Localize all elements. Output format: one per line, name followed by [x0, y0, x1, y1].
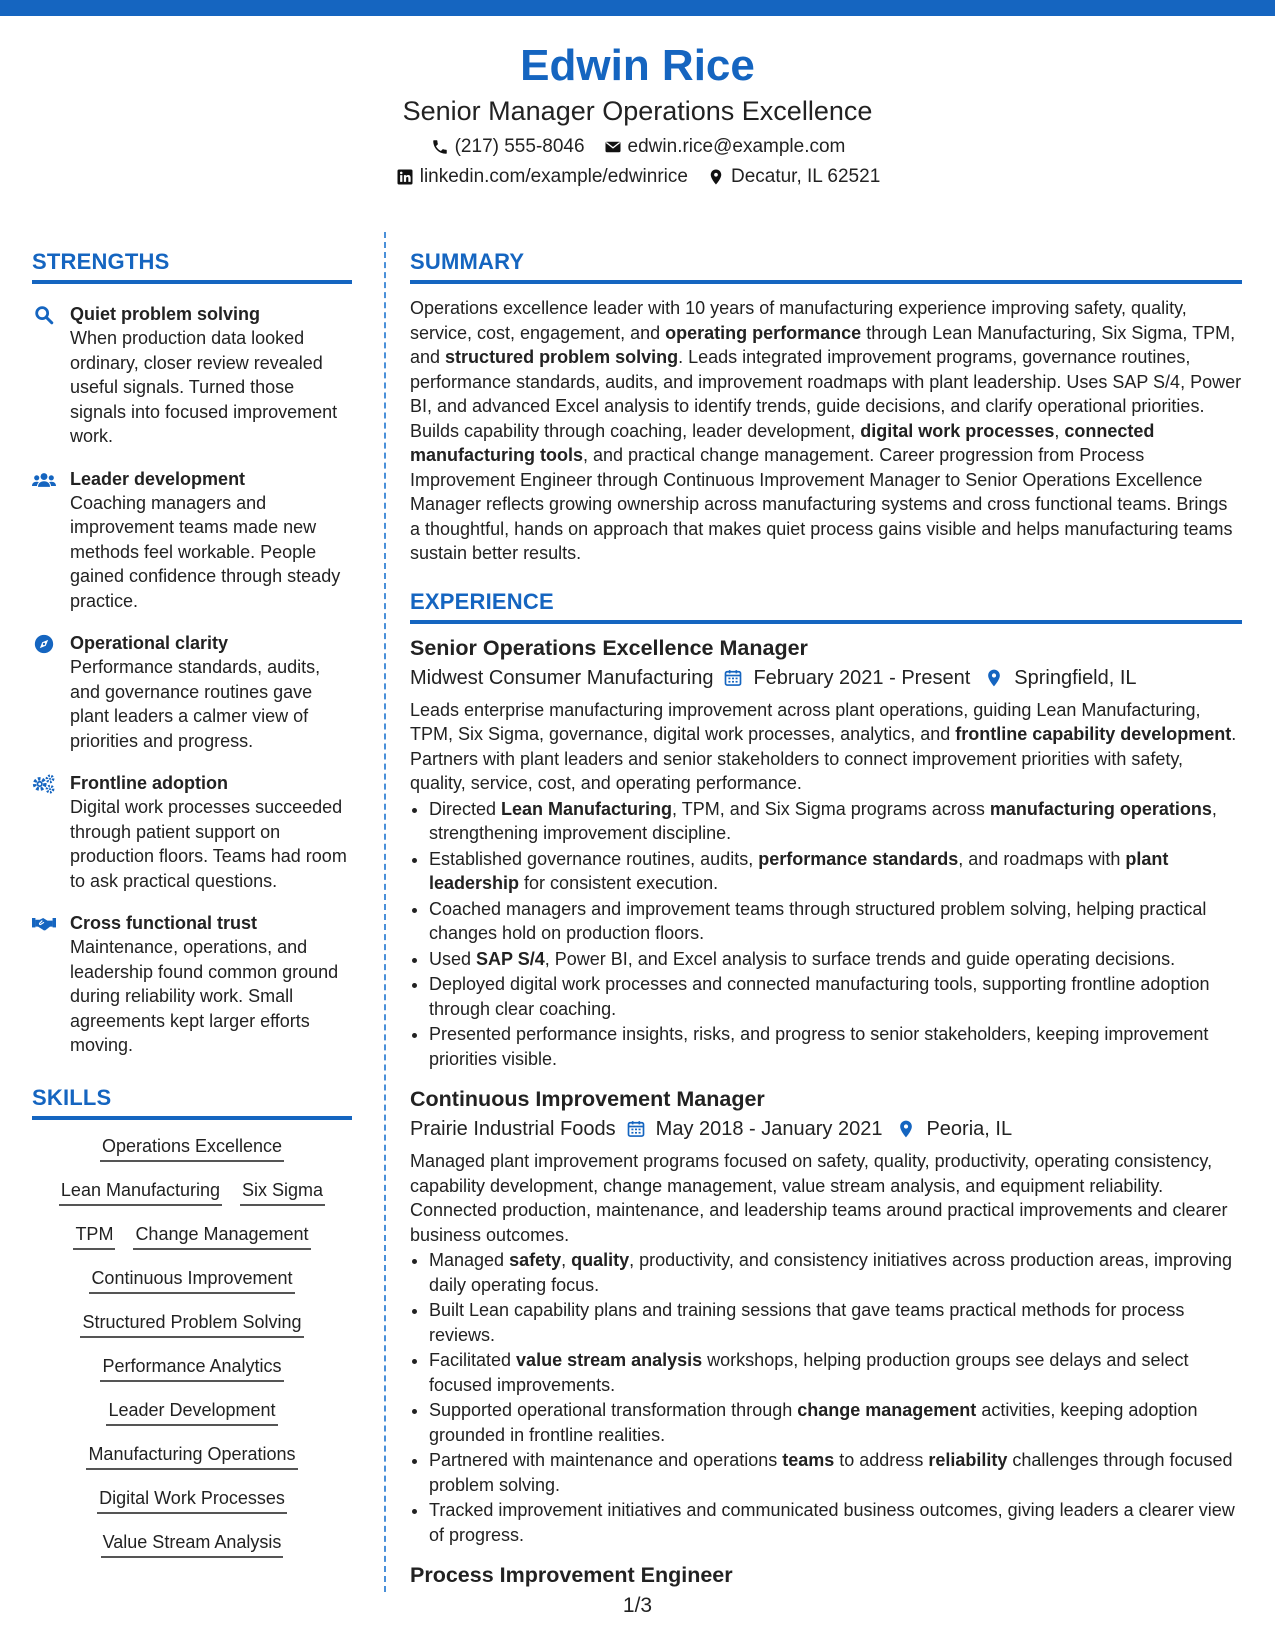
strength-title: Frontline adoption	[70, 773, 228, 793]
users-icon	[32, 467, 58, 614]
list-item: • Tracked improvement initiatives and communicated business outcomes, giving leaders a clearer view of progress.	[429, 1498, 1242, 1547]
job-title: Process Improvement Engineer	[410, 1563, 733, 1587]
column-divider	[384, 232, 386, 1592]
linkedin-icon	[395, 167, 415, 187]
map-pin-icon	[896, 1119, 916, 1139]
job-description: Managed plant improvement programs focused on safety, quality, productivity, operating consistency, capability development, change management, value stream analysis, and equipment reliability. Connected production, maintenance, and leadership teams around practical improvements and clearer business outcomes.	[410, 1151, 1228, 1245]
skill-tag: Manufacturing Operations	[86, 1440, 297, 1470]
compass-icon	[32, 631, 58, 753]
job-description: Leads enterprise manufacturing improvement across plant operations, guiding Lean Manufacturing, TPM, Six Sigma, governance, digital work processes, analytics, and frontline capability development. Partners with plant leaders and senior stakeholders to connect improvement priorities with safety, quality, service, cost, and operating performance.	[410, 699, 1237, 793]
skill-tag: Digital Work Processes	[97, 1484, 287, 1514]
top-accent-bar	[0, 0, 1275, 16]
skill-tag: Value Stream Analysis	[101, 1528, 284, 1558]
list-item: • Directed Lean Manufacturing, TPM, and Six Sigma programs across manufacturing operations, strengthening improvement discipline.	[429, 797, 1242, 846]
strength-text: When production data looked ordinary, closer review revealed useful signals. Turned those signals into focused improvement work.	[70, 328, 338, 446]
strength-item	[32, 631, 352, 753]
strength-text: Performance standards, audits, and governance routines gave plant leaders a calmer view of priorities and progress.	[70, 657, 321, 751]
job-meta	[410, 664, 1242, 692]
skill-tag: Operations Excellence	[100, 1132, 284, 1162]
job-bullets	[410, 797, 1242, 1072]
map-pin-icon	[984, 668, 1004, 688]
list-item: • Built Lean capability plans and training sessions that gave teams practical methods for process reviews.	[429, 1298, 1242, 1347]
skill-tag: Lean Manufacturing	[59, 1176, 222, 1206]
skill-tag: TPM	[73, 1220, 115, 1250]
job-location: Peoria, IL	[926, 1118, 1013, 1140]
candidate-name: Edwin Rice	[520, 41, 755, 90]
job-meta	[410, 1115, 1242, 1143]
job-bullets	[410, 1248, 1242, 1547]
skill-tag: Change Management	[133, 1220, 310, 1250]
strength-item	[32, 467, 352, 614]
job-entry	[410, 1561, 1242, 1589]
skills-heading: SKILLS	[32, 1084, 352, 1120]
strength-text: Maintenance, operations, and leadership found common ground during reliability work. Small agreements kept larger efforts moving.	[70, 937, 339, 1055]
skill-tag: Structured Problem Solving	[80, 1308, 303, 1338]
list-item: • Partnered with maintenance and operations teams to address reliability challenges through focused problem solving.	[429, 1448, 1242, 1497]
contact-row-2	[0, 164, 1275, 190]
skill-tag: Six Sigma	[240, 1176, 325, 1206]
job-entry	[410, 1085, 1242, 1547]
linkedin-contact[interactable]	[395, 164, 688, 190]
summary-heading: SUMMARY	[410, 248, 1242, 284]
job-title: Senior Operations Excellence Manager	[410, 635, 808, 660]
left-column	[32, 248, 352, 1572]
handshake-icon	[32, 911, 58, 1058]
list-item: • Deployed digital work processes and connected manufacturing tools, supporting frontline adoption through clear coaching.	[429, 972, 1242, 1021]
phone-contact	[430, 134, 585, 160]
phone-number: (217) 555-8046	[454, 136, 585, 157]
skill-tag: Leader Development	[106, 1396, 277, 1426]
strength-item	[32, 302, 352, 449]
list-item: • Supported operational transformation through change management activities, keeping adoption grounded in frontline realities.	[429, 1398, 1242, 1447]
strength-title: Operational clarity	[70, 633, 229, 653]
strength-title: Leader development	[70, 468, 246, 489]
list-item: • Facilitated value stream analysis workshops, helping production groups see delays and select focused improvements.	[429, 1348, 1242, 1397]
phone-icon	[430, 137, 450, 157]
list-item: • Managed safety, quality, productivity, and consistency initiatives across production areas, improving daily operating focus.	[429, 1248, 1242, 1297]
company-name: Prairie Industrial Foods	[410, 1118, 616, 1140]
location-text: Decatur, IL 62521	[730, 166, 881, 187]
search-icon	[32, 302, 58, 449]
strength-text: Coaching managers and improvement teams made new methods feel workable. People gained confidence through steady practice.	[70, 492, 341, 611]
strength-item	[32, 911, 352, 1058]
list-item: • Used SAP S/4, Power BI, and Excel analysis to surface trends and guide operating decisions.	[429, 947, 1242, 972]
resume-header	[0, 40, 1275, 190]
linkedin-url[interactable]: linkedin.com/example/edwinrice	[419, 166, 688, 187]
job-title: Continuous Improvement Manager	[410, 1087, 765, 1111]
right-column	[410, 248, 1242, 1589]
skills-list	[32, 1132, 352, 1558]
gears-icon	[32, 771, 58, 893]
strengths-heading: STRENGTHS	[32, 248, 352, 284]
candidate-title: Senior Manager Operations Excellence	[402, 96, 873, 126]
experience-heading: EXPERIENCE	[410, 588, 1242, 624]
job-location: Springfield, IL	[1014, 666, 1137, 689]
list-item: • Coached managers and improvement teams through structured problem solving, helping practical changes hold on production floors.	[429, 897, 1242, 946]
email-contact[interactable]	[603, 134, 846, 160]
location-contact	[706, 164, 880, 190]
job-dates: February 2021 - Present	[753, 666, 971, 689]
page-number: 1/3	[622, 1594, 653, 1617]
skill-tag: Performance Analytics	[100, 1352, 283, 1382]
list-item: • Presented performance insights, risks, and progress to senior stakeholders, keeping improvement priorities visible.	[429, 1022, 1242, 1071]
skill-tag: Continuous Improvement	[89, 1264, 294, 1294]
company-name: Midwest Consumer Manufacturing	[410, 666, 714, 689]
envelope-icon	[603, 137, 623, 157]
calendar-icon	[626, 1119, 646, 1139]
strength-item	[32, 771, 352, 893]
map-pin-icon	[706, 167, 726, 187]
job-entry	[410, 634, 1242, 1072]
strength-text: Digital work processes succeeded through patient support on production floors. Teams had room to ask practical questions.	[70, 797, 347, 891]
strength-title: Cross functional trust	[70, 913, 258, 933]
summary-text: Operations excellence leader with 10 years of manufacturing experience improving safety, quality, service, cost, engagement, and operating performance through Lean Manufacturing, Six Sigma, TPM, and structured problem solving. Leads integrated improvement programs, governance routines, performance standards, audits, and improvement roadmaps with plant leadership. Uses SAP S/4, Power BI, and advanced Excel analysis to identify trends, guide decisions, and clarify operational priorities. Builds capability through coaching, leader development, digital work processes, connected manufacturing tools, and practical change management. Career progression from Process Improvement Engineer through Continuous Improvement Manager to Senior Operations Excellence Manager reflects growing ownership across manufacturing systems and cross functional teams. Brings a thoughtful, hands on approach that makes quiet process gains visible and helps manufacturing teams sustain better results.	[410, 298, 1242, 563]
email-address[interactable]: edwin.rice@example.com	[627, 136, 846, 157]
calendar-icon	[723, 668, 743, 688]
list-item: • Established governance routines, audits, performance standards, and roadmaps with plant leadership for consistent execution.	[429, 847, 1242, 896]
job-dates: May 2018 - January 2021	[655, 1118, 883, 1140]
strength-title: Quiet problem solving	[70, 304, 261, 324]
contact-row-1	[0, 134, 1275, 160]
